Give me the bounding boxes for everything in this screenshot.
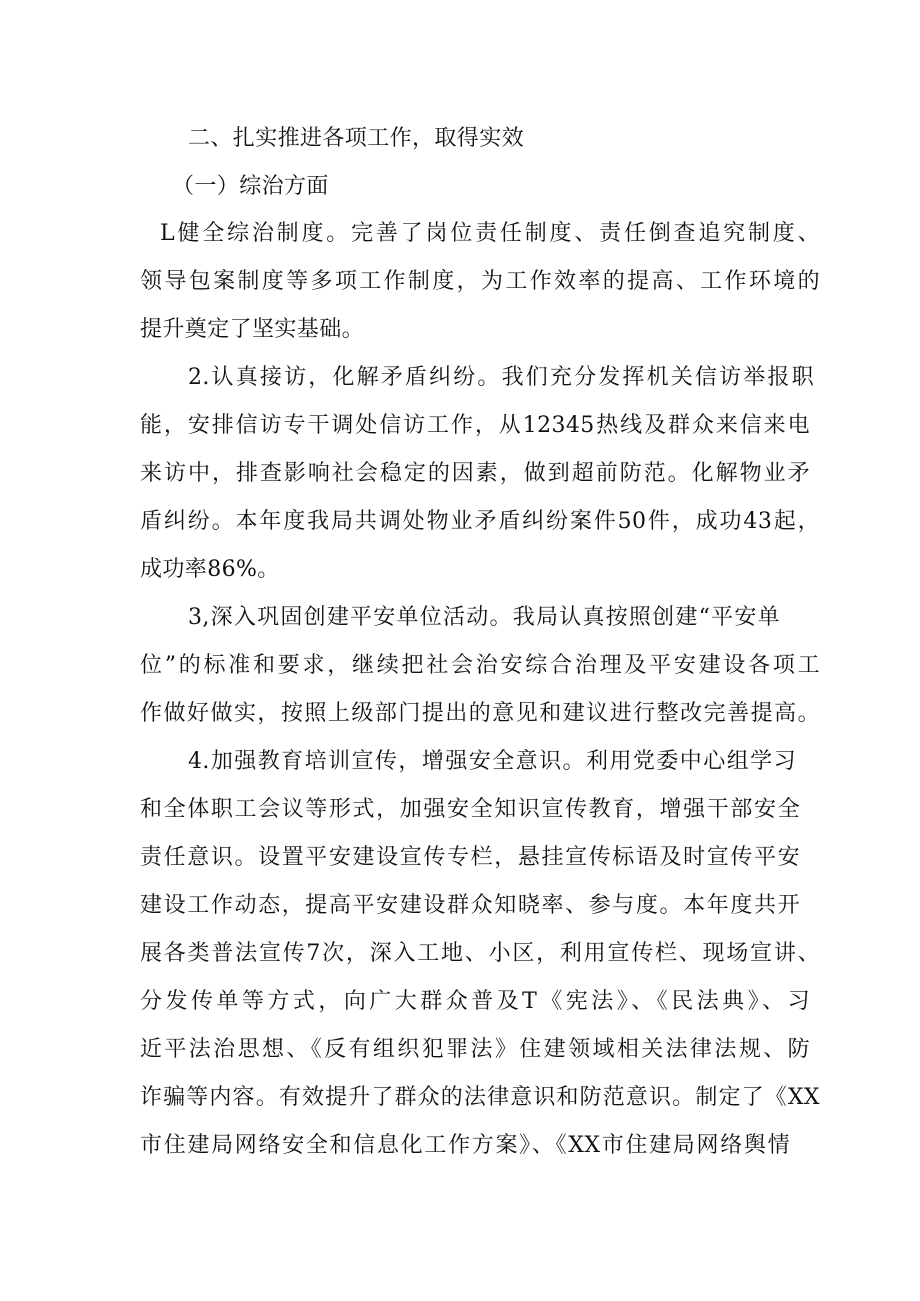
paragraph-1-line-2: 领导包案制度等多项工作制度，为工作效率的提高、工作环境的: [140, 269, 820, 294]
paragraph-4-line-5: 展各类普法宣传7次，深入工地、小区，利用宣传栏、现场宣讲、: [140, 941, 820, 966]
paragraph-4-line-9: 市住建局网络安全和信息化工作方案》、《XX市住建局网络舆情: [140, 1133, 790, 1158]
paragraph-3-line-3: 作做好做实，按照上级部门提出的意见和建议进行整改完善提高。: [140, 701, 820, 726]
paragraph-2-line-3: 来访中，排查影响社会稳定的因素，做到超前防范。化解物业矛: [140, 461, 810, 486]
paragraph-1-line-3: 提升奠定了坚实基础。: [140, 317, 365, 342]
subsection-heading: （一）综治方面: [172, 174, 329, 199]
paragraph-4-line-4: 建设工作动态，提高平安建设群众知晓率、参与度。本年度共开: [140, 893, 800, 918]
paragraph-2-line-2: 能，安排信访专干调处信访工作，从12345热线及群众来信来电: [140, 413, 810, 438]
paragraph-4-line-1: 4.加强教育培训宣传，增强安全意识。利用党委中心组学习: [188, 749, 796, 774]
paragraph-2-line-5: 成功率86%。: [140, 557, 280, 582]
paragraph-4-line-8: 诈骗等内容。有效提升了群众的法律意识和防范意识。制定了《XX: [140, 1085, 820, 1110]
paragraph-2-line-1: 2.认真接访，化解矛盾纠纷。我们充分发挥机关信访举报职: [188, 365, 814, 390]
section-heading: 二、扎实推进各项工作，取得实效: [188, 126, 525, 151]
paragraph-3-line-2: 位”的标准和要求，继续把社会治安综合治理及平安建设各项工: [140, 653, 820, 678]
paragraph-2-line-4: 盾纠纷。本年度我局共调处物业矛盾纠纷案件50件，成功43起，: [140, 509, 820, 534]
paragraph-4-line-2: 和全体职工会议等形式，加强安全知识宣传教育，增强干部安全: [140, 797, 800, 822]
paragraph-4-line-3: 责任意识。设置平安建设宣传专栏，悬挂宣传标语及时宣传平安: [140, 845, 800, 870]
paragraph-1-line-1: L健全综治制度。完善了岗位责任制度、责任倒查追究制度、: [160, 221, 820, 246]
paragraph-3-line-1: 3,深入巩固创建平安单位活动。我局认真按照创建“平安单: [188, 605, 780, 630]
paragraph-4-line-6: 分发传单等方式，向广大群众普及T《宪法》、《民法典》、习: [140, 989, 810, 1014]
paragraph-4-line-7: 近平法治思想、《反有组织犯罪法》住建领域相关法律法规、防: [140, 1037, 810, 1062]
